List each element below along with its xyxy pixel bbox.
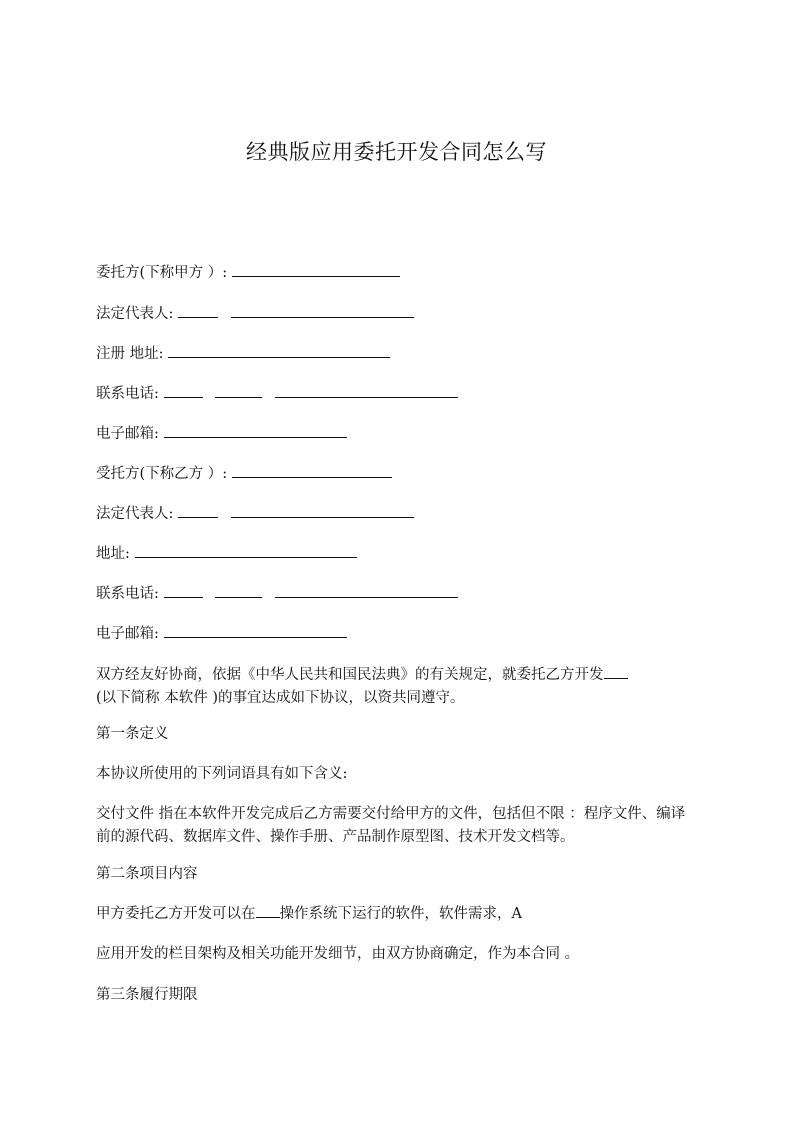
party-b-phone-blank-2[interactable] (215, 583, 262, 598)
article-1-intro: 本协议所使用的下列词语具有如下含义: (96, 766, 348, 782)
party-b-phone-blank-1[interactable] (164, 583, 203, 598)
intro-software-blank[interactable] (604, 664, 628, 679)
party-a-name-blank[interactable] (232, 262, 400, 277)
party-a-name-label: 委托方(下称甲方 ）: (96, 265, 228, 281)
document-title: 经典版应用委托开发合同怎么写 (246, 140, 547, 164)
party-a-email-blank[interactable] (164, 423, 347, 438)
party-b-address-row (96, 543, 357, 564)
party-b-email-label: 电子邮箱: (96, 626, 159, 642)
party-a-phone-row (96, 383, 458, 404)
party-b-rep-blank-2[interactable] (231, 503, 414, 518)
party-b-phone-blank-3[interactable] (275, 583, 458, 598)
party-b-name-label: 受托方(下称乙方 ）: (96, 466, 228, 482)
party-a-phone-blank-1[interactable] (164, 383, 203, 398)
party-a-phone-blank-3[interactable] (275, 383, 458, 398)
os-blank[interactable] (256, 903, 280, 918)
party-a-phone-label: 联系电话: (96, 386, 159, 402)
party-b-phone-row (96, 583, 458, 604)
article-2-heading: 第二条项目内容 (96, 866, 198, 882)
party-a-email-row (96, 423, 347, 444)
party-b-rep-blank-1[interactable] (178, 503, 218, 518)
article-2-text-b: 操作系统下运行的软件，软件需求，A (279, 906, 522, 922)
party-a-rep-label: 法定代表人: (96, 306, 174, 322)
article-2-text-a: 甲方委托乙方开发可以在 (96, 906, 256, 922)
party-a-rep-blank-1[interactable] (178, 303, 218, 318)
party-a-address-label: 注册 地址: (96, 346, 164, 362)
party-a-address-row (96, 343, 390, 364)
party-a-email-label: 电子邮箱: (96, 426, 159, 442)
article-2-paragraph-1 (96, 903, 522, 924)
party-b-name-row (96, 463, 392, 484)
intro-line-2: (以下简称 本软件 )的事宜达成如下协议，以资共同遵守。 (96, 690, 465, 706)
party-a-phone-blank-2[interactable] (215, 383, 262, 398)
party-b-rep-row (96, 503, 414, 524)
party-a-rep-row (96, 303, 414, 324)
party-b-phone-label: 联系电话: (96, 586, 159, 602)
party-a-address-blank[interactable] (168, 343, 390, 358)
article-1-definition: 交付文件 指在本软件开发完成后乙方需要交付给甲方的文件，包括但不限 ：程序文件、编译前的源代码、数据库文件、操作手册、产品制作原型图、技术开发文档等。 (96, 806, 686, 845)
article-1-heading: 第一条定义 (96, 726, 169, 742)
intro-line-1: 双方经友好协商，依据《中华人民共和国民法典》的有关规定，就委托乙方开发 (96, 667, 604, 683)
party-b-email-blank[interactable] (164, 623, 347, 638)
party-b-name-blank[interactable] (232, 463, 392, 478)
article-2-paragraph-2: 应用开发的栏目架构及相关功能开发细节，由双方协商确定，作为本合同 。 (96, 946, 580, 962)
party-a-name-row (96, 262, 400, 283)
article-3-heading: 第三条履行期限 (96, 987, 198, 1003)
party-b-address-label: 地址: (96, 546, 130, 562)
party-a-rep-blank-2[interactable] (231, 303, 414, 318)
party-b-email-row (96, 623, 347, 644)
intro-paragraph (96, 664, 696, 710)
party-b-address-blank[interactable] (135, 543, 357, 558)
party-b-rep-label: 法定代表人: (96, 506, 174, 522)
